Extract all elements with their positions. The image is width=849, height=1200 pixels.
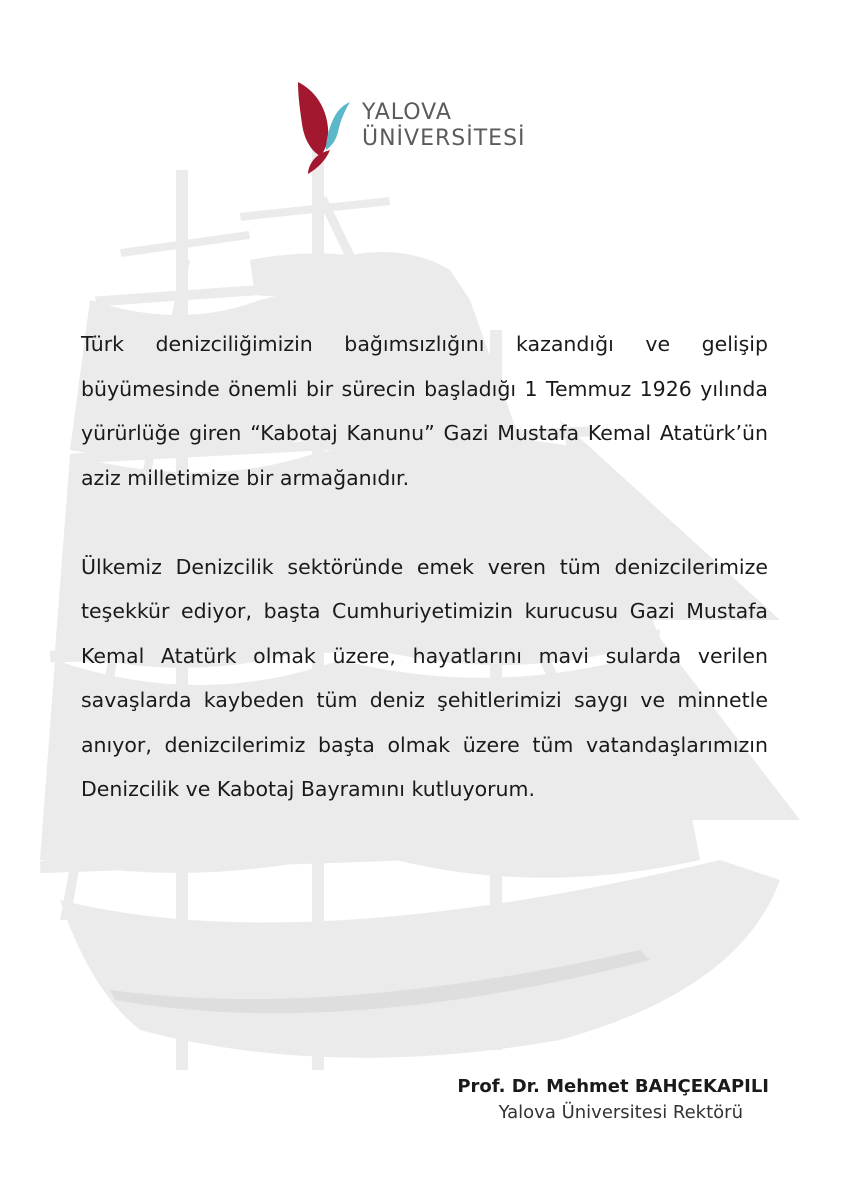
signatory-name: Prof. Dr. Mehmet BAHÇEKAPILI xyxy=(457,1076,769,1097)
message-paragraph-1: Türk denizciliğimizin bağımsızlığını kazandığı ve gelişip büyümesinde önemli bir sürecin başladığı 1 Temmuz 1926 yılında yürürlüğe giren “Kabotaj Kanunu” Gazi Mustafa Kemal Atatürk’ün aziz milletimize bir armağanıdır. xyxy=(81,332,768,490)
signature-block xyxy=(457,1074,769,1126)
university-logo xyxy=(296,80,556,180)
university-name xyxy=(362,100,526,152)
message-body xyxy=(81,322,768,812)
butterfly-icon xyxy=(296,80,352,176)
signatory-title: Yalova Üniversitesi Rektörü xyxy=(498,1102,743,1123)
logo-line-2: ÜNİVERSİTESİ xyxy=(362,126,526,151)
logo-line-1: YALOVA xyxy=(362,100,452,125)
message-paragraph-2: Ülkemiz Denizcilik sektöründe emek veren tüm denizcilerimize teşekkür ediyor, başta Cumhuriyetimizin kurucusu Gazi Mustafa Kemal Atatürk olmak üzere, hayatlarını mavi sularda verilen savaşlarda kaybeden tüm deniz şehitlerimizi saygı ve minnetle anıyor, denizcilerimiz başta olmak üzere tüm vatandaşlarımızın Denizcilik ve Kabotaj Bayramını kutluyorum. xyxy=(81,554,768,801)
